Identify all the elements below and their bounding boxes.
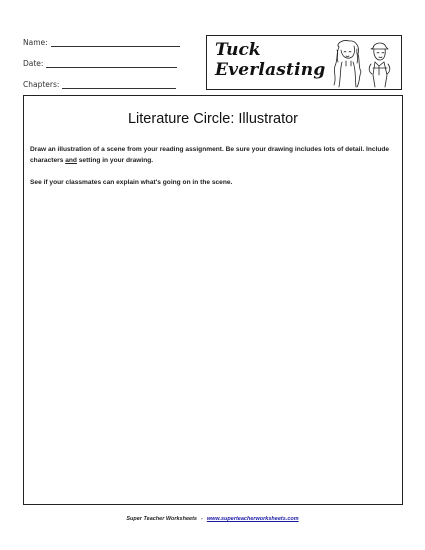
instruction1-emphasis: and <box>65 157 77 164</box>
chapters-line[interactable] <box>62 88 176 89</box>
name-field[interactable] <box>23 38 180 47</box>
instruction1-text: Draw an illustration of a scene from your reading assignment. Be sure your drawing includes lots of detail. Include characters <box>30 146 390 164</box>
drawing-area[interactable] <box>23 95 403 505</box>
chapters-label: Chapters: <box>23 80 60 89</box>
date-field[interactable] <box>23 59 177 68</box>
book-title-line1: Tuck <box>215 40 261 60</box>
footer-brand: Super Teacher Worksheets <box>126 516 197 522</box>
instruction-paragraph-1 <box>30 144 395 166</box>
book-title <box>215 40 326 80</box>
footer-separator: - <box>200 516 203 522</box>
book-title-box <box>206 35 402 90</box>
footer <box>0 516 425 522</box>
page-title: Literature Circle: Illustrator <box>127 111 299 127</box>
name-label: Name: <box>23 38 48 47</box>
date-label: Date: <box>23 59 44 68</box>
footer-link[interactable]: www.superteacherworksheets.com <box>206 516 299 522</box>
instruction1-text-end: setting in your drawing. <box>76 157 154 164</box>
characters-clipart-icon <box>325 38 401 88</box>
instructions <box>30 144 395 188</box>
instruction-paragraph-2: See if your classmates can explain what's going on in the scene. <box>30 179 233 186</box>
chapters-field[interactable] <box>23 80 176 89</box>
name-line[interactable] <box>51 46 180 47</box>
book-title-line2: Everlasting <box>215 60 326 80</box>
date-line[interactable] <box>46 67 177 68</box>
